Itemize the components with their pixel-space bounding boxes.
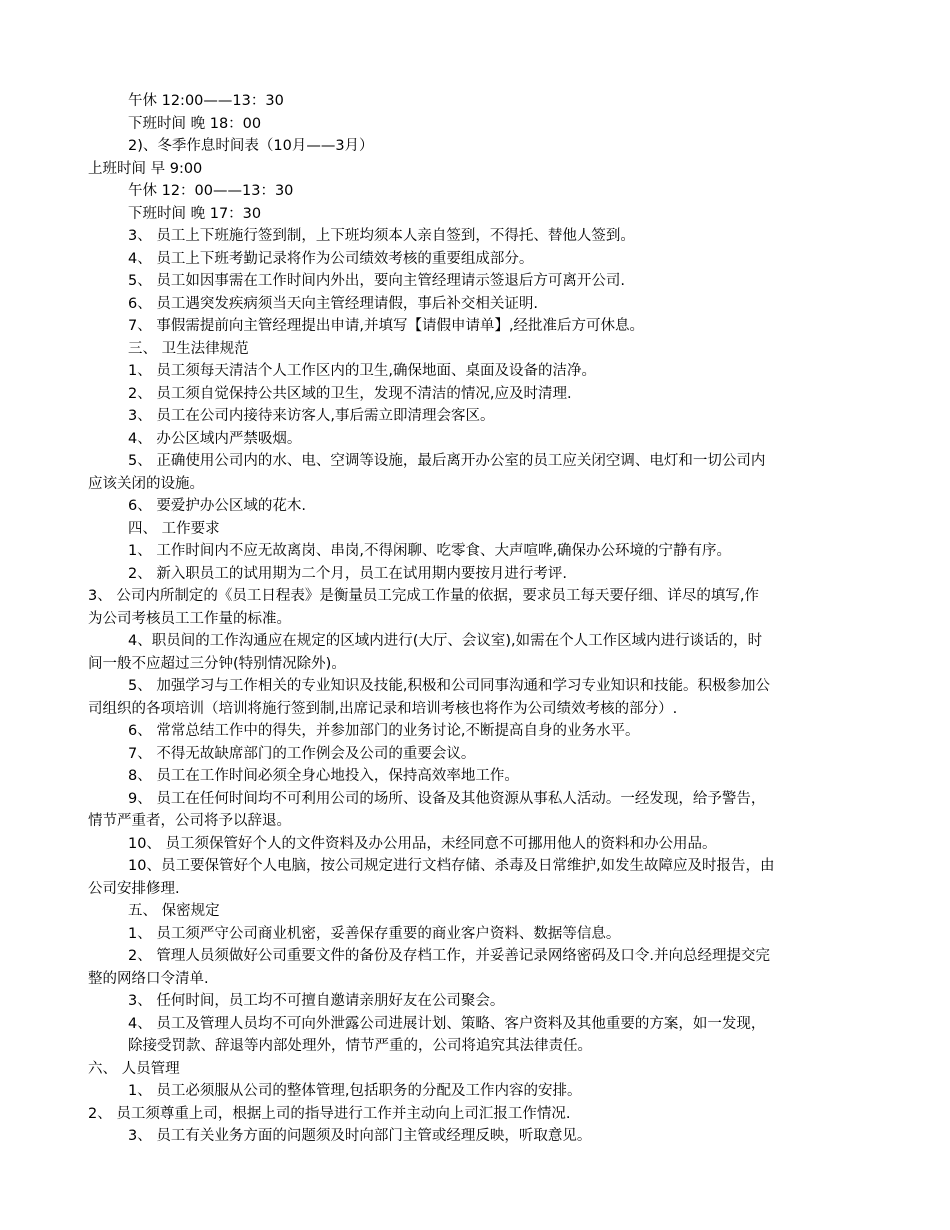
document-line: 1、 员工须严守公司商业机密，妥善保存重要的商业客户资料、数据等信息。 xyxy=(128,926,621,942)
document-line: 下班时间 晚 18：00 xyxy=(128,116,262,132)
document-line: 4、职员间的工作沟通应在规定的区域内进行(大厅、会议室),如需在个人工作区域内进行谈话的，时 xyxy=(128,633,763,649)
document-line: 7、 不得无故缺席部门的工作例会及公司的重要会议。 xyxy=(128,746,476,762)
document-line: 午休 12：00——13：30 xyxy=(128,183,294,199)
document-line: 4、 办公区域内严禁吸烟。 xyxy=(128,431,302,447)
document-line: 3、 员工有关业务方面的问题须及时向部门主管或经理反映，听取意见。 xyxy=(128,1128,592,1144)
document-line: 2、 员工须自觉保持公共区域的卫生，发现不清洁的情况,应及时清理. xyxy=(128,386,572,402)
document-line: 情节严重者，公司将予以辞退。 xyxy=(88,813,291,829)
document-line: 6、 要爱护办公区域的花木. xyxy=(128,498,306,514)
document-line: 3、 公司内所制定的《员工日程表》是衡量员工完成工作量的依据，要求员工每天要仔细、详尽的填写,作 xyxy=(88,588,759,604)
document-line: 5、 员工如因事需在工作时间内外出，要向主管经理请示签退后方可离开公司. xyxy=(128,273,625,289)
document-line: 6、 常常总结工作中的得失，并参加部门的业务讨论,不断提高自身的业务水平。 xyxy=(128,723,640,739)
document-line: 公司安排修理. xyxy=(88,881,180,897)
document-line: 3、 员工上下班施行签到制，上下班均须本人亲自签到，不得托、替他人签到。 xyxy=(128,228,635,244)
document-line: 午休 12:00——13：30 xyxy=(128,93,284,109)
document-line: 9、 员工在任何时间均不可利用公司的场所、设备及其他资源从事私人活动。一经发现，给予警告， xyxy=(128,791,766,807)
document-line: 三、 卫生法律规范 xyxy=(128,341,249,357)
document-line: 1、 员工须每天清洁个人工作区内的卫生,确保地面、桌面及设备的洁净。 xyxy=(128,363,596,379)
document-line: 1、 工作时间内不应无故离岗、串岗,不得闲聊、吃零食、大声喧哗,确保办公环境的宁静有序。 xyxy=(128,543,732,559)
document-line: 除接受罚款、辞退等内部处理外，情节严重的，公司将追究其法律责任。 xyxy=(128,1038,592,1054)
document-line: 上班时间 早 9:00 xyxy=(88,161,203,177)
document-line: 1、 员工必须服从公司的整体管理,包括职务的分配及工作内容的安排。 xyxy=(128,1083,582,1099)
document-line: 2、 员工须尊重上司，根据上司的指导进行工作并主动向上司汇报工作情况. xyxy=(88,1106,571,1122)
document-line: 应该关闭的设施。 xyxy=(88,476,204,492)
document-line: 5、 加强学习与工作相关的专业知识及技能,积极和公司同事沟通和学习专业知识和技能。积极参加公 xyxy=(128,678,770,694)
document-line: 5、 正确使用公司内的水、电、空调等设施，最后离开办公室的员工应关闭空调、电灯和一切公司内 xyxy=(128,453,766,469)
document-line: 2、 新入职员工的试用期为二个月，员工在试用期内要按月进行考评. xyxy=(128,566,567,582)
document-line: 四、 工作要求 xyxy=(128,521,220,537)
document-line: 3、 员工在公司内接待来访客人,事后需立即清理会客区。 xyxy=(128,408,495,424)
document-line: 3、 任何时间，员工均不可擅自邀请亲朋好友在公司聚会。 xyxy=(128,993,505,1009)
document-line: 7、 事假需提前向主管经理提出申请,并填写【请假申请单】,经批准后方可休息。 xyxy=(128,318,645,334)
document-line: 整的网络口令清单. xyxy=(88,971,209,987)
document-line: 10、员工要保管好个人电脑，按公司规定进行文档存储、杀毒及日常维护,如发生故障应及时报告，由 xyxy=(128,858,775,874)
document-line: 司组织的各项培训（培训将施行签到制,出席记录和培训考核也将作为公司绩效考核的部分）. xyxy=(88,701,678,717)
document-line: 6、 员工遇突发疾病须当天向主管经理请假，事后补交相关证明. xyxy=(128,296,538,312)
document-line: 下班时间 晚 17：30 xyxy=(128,206,262,222)
document-line: 10、 员工须保管好个人的文件资料及办公用品，未经同意不可挪用他人的资料和办公用品。 xyxy=(128,836,717,852)
document-line: 间一般不应超过三分钟(特别情况除外)。 xyxy=(88,656,346,672)
document-line: 六、 人员管理 xyxy=(88,1061,180,1077)
document-line: 五、 保密规定 xyxy=(128,903,220,919)
document-line: 为公司考核员工工作量的标准。 xyxy=(88,611,291,627)
document-line: 8、 员工在工作时间必须全身心地投入，保持高效率地工作。 xyxy=(128,768,519,784)
document-line: 4、 员工及管理人员均不可向外泄露公司进展计划、策略、客户资料及其他重要的方案，如一发现， xyxy=(128,1016,766,1032)
document-line: 2)、冬季作息时间表（10月——3月） xyxy=(128,138,374,154)
document-line: 4、 员工上下班考勤记录将作为公司绩效考核的重要组成部分。 xyxy=(128,251,534,267)
document-line: 2、 管理人员须做好公司重要文件的备份及存档工作，并妥善记录网络密码及口令.并向总经理提交完 xyxy=(128,948,770,964)
